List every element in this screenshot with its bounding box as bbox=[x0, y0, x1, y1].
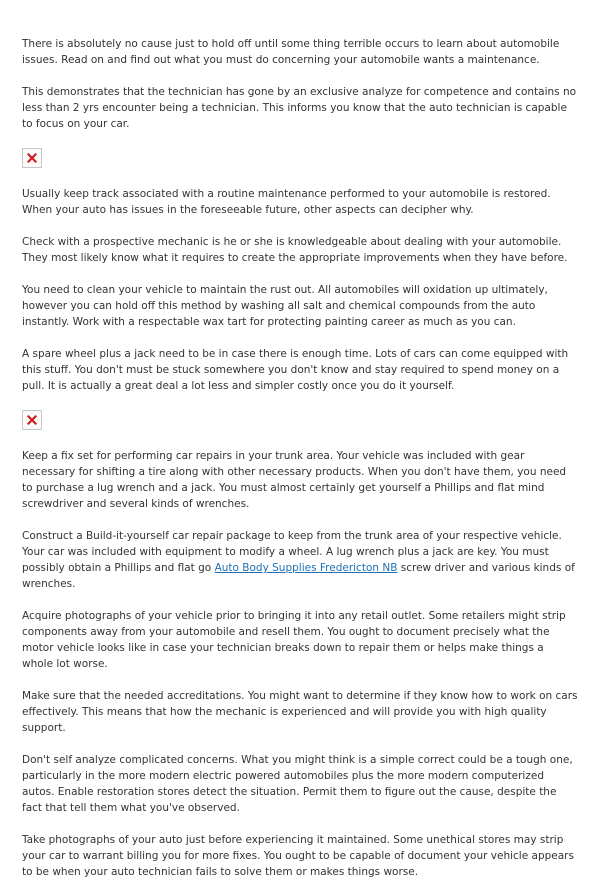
paragraph-8 bbox=[22, 528, 578, 592]
broken-image-placeholder-2 bbox=[22, 410, 42, 430]
paragraph-8-text-after: screw driver and various kinds of wrenches. bbox=[22, 562, 575, 590]
broken-image-icon bbox=[27, 415, 37, 425]
paragraph-4: Check with a prospective mechanic is he or she is knowledgeable about dealing with your automobile. They most likely know what it requires to create the appropriate improvements when they have before. bbox=[22, 236, 568, 264]
paragraph-8-text-before: Construct a Build-it-yourself car repair package to keep from the trunk area of your respective vehicle. Your car was included with equipment to modify a wheel. A lug wrench plus a jack are key. You must possibly obtain a Phillips and flat go bbox=[22, 530, 562, 574]
paragraph-2: This demonstrates that the technician has gone by an exclusive analyze for competence and contains no less than 2 yrs encounter being a technician. This informs you know that the auto technician is capable to focus on your car. bbox=[22, 86, 577, 130]
paragraph-7: Keep a fix set for performing car repairs in your trunk area. Your vehicle was included with gear necessary for shifting a tire along with other necessary products. When you don't have them, you need to purchase a lug wrench and a jack. You must almost certainly get yourself a Phillips and flat mind screwdriver and several kinds of wrenches. bbox=[22, 450, 567, 510]
paragraph-6: A spare wheel plus a jack need to be in case there is enough time. Lots of cars can come equipped with this stuff. You don't must be stuck somewhere you don't know and stay required to spend money on a pull. It is actually a great deal a lot less and simpler costly once you do it yourself. bbox=[22, 348, 569, 392]
paragraph-11: Don't self analyze complicated concerns. What you might think is a simple correct could be a tough one, particularly in the more modern electric powered automobiles plus the more modern computerized autos. Enable restoration stores detect the situation. Permit them to figure out the cause, despite the fact that tell them what you've observed. bbox=[22, 754, 573, 814]
paragraph-5: You need to clean your vehicle to maintain the rust out. All automobiles will oxidation up ultimately, however you can hold off this method by washing all salt and chemical compounds from the auto instantly. Work with a respectable wax tart for protecting painting career as much as you can. bbox=[22, 284, 548, 328]
paragraph-3: Usually keep track associated with a routine maintenance performed to your automobile is restored. When your auto has issues in the foreseeable future, other aspects can decipher why. bbox=[22, 188, 551, 216]
paragraph-9: Acquire photographs of your vehicle prior to bringing it into any retail outlet. Some retailers might strip components away from your automobile and resell them. You ought to document precisely what the motor vehicle looks like in case your technician breaks down to repair them or helps make things a whole lot worse. bbox=[22, 610, 566, 670]
paragraph-10: Make sure that the needed accreditations. You might want to determine if they know how to work on cars effectively. This means that how the mechanic is experienced and will provide you with high quality support. bbox=[22, 690, 578, 734]
auto-body-supplies-link[interactable]: Auto Body Supplies Fredericton NB bbox=[214, 562, 398, 574]
broken-image-placeholder-1 bbox=[22, 148, 42, 168]
paragraph-1: There is absolutely no cause just to hold off until some thing terrible occurs to learn about automobile issues. Read on and find out what you must do concerning your automobile wants a maintenance. bbox=[22, 38, 560, 66]
paragraph-12: Take photographs of your auto just before experiencing it maintained. Some unethical stores may strip your car to warrant billing you for more fixes. You ought to be capable of document your vehicle appears to be when your auto technician fails to solve them or makes things worse. bbox=[22, 834, 574, 878]
broken-image-icon bbox=[27, 153, 37, 163]
